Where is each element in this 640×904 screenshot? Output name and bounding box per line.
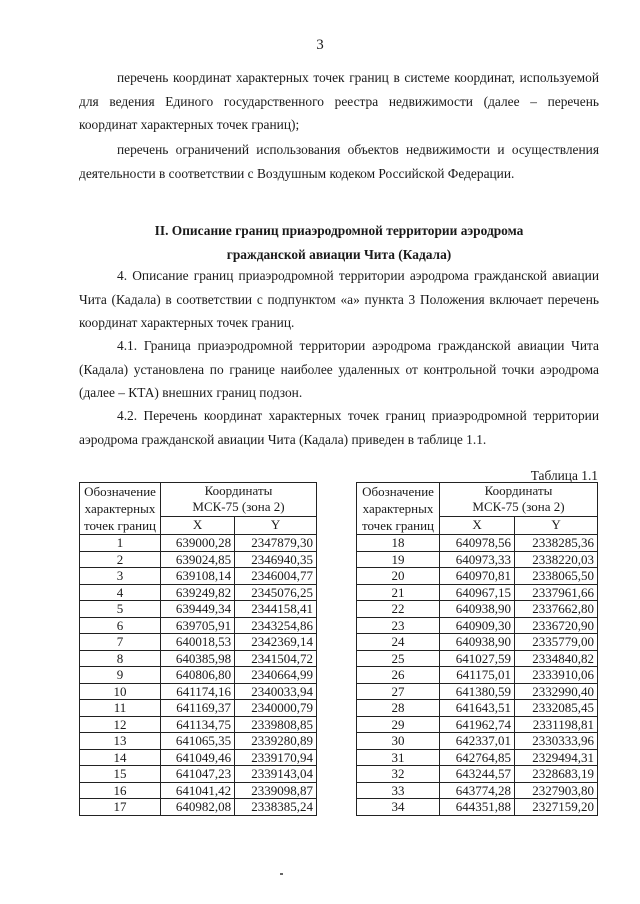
point-number-cell: 7	[80, 634, 161, 651]
y-coordinate-cell: 2346940,35	[235, 551, 317, 568]
y-header: Y	[515, 517, 598, 535]
x-coordinate-cell: 640385,98	[161, 650, 235, 667]
point-number-cell: 5	[80, 601, 161, 618]
section-heading-line-2: гражданской авиации Чита (Кадала)	[226, 247, 452, 262]
coordinates-table-left	[79, 482, 317, 816]
x-coordinate-cell: 641049,46	[161, 749, 235, 766]
table-row	[80, 634, 317, 651]
y-coordinate-cell: 2330333,96	[515, 733, 598, 750]
y-coordinate-cell: 2339280,89	[235, 733, 317, 750]
coordinates-table-right	[356, 482, 598, 816]
point-number-cell: 33	[357, 782, 440, 799]
y-coordinate-cell: 2338065,50	[515, 568, 598, 585]
point-number-cell: 32	[357, 766, 440, 783]
y-coordinate-cell: 2344158,41	[235, 601, 317, 618]
point-number-cell: 16	[80, 782, 161, 799]
table-row	[80, 535, 317, 552]
coordinates-header: Координаты МСК-75 (зона 2)	[440, 483, 598, 517]
point-number-cell: 22	[357, 601, 440, 618]
table-row	[80, 650, 317, 667]
y-coordinate-cell: 2331198,81	[515, 716, 598, 733]
point-number-cell: 11	[80, 700, 161, 717]
point-number-cell: 1	[80, 535, 161, 552]
table-row	[80, 799, 317, 816]
table-row	[357, 782, 598, 799]
x-coordinate-cell: 641175,01	[440, 667, 515, 684]
y-coordinate-cell: 2328683,19	[515, 766, 598, 783]
point-number-cell: 3	[80, 568, 161, 585]
x-coordinate-cell: 641027,59	[440, 650, 515, 667]
x-coordinate-cell: 641169,37	[161, 700, 235, 717]
table-row	[80, 716, 317, 733]
x-coordinate-cell: 641962,74	[440, 716, 515, 733]
table-row	[80, 584, 317, 601]
y-coordinate-cell: 2333910,06	[515, 667, 598, 684]
x-coordinate-cell: 644351,88	[440, 799, 515, 816]
x-coordinate-cell: 641643,51	[440, 700, 515, 717]
x-coordinate-cell: 639108,14	[161, 568, 235, 585]
table-row	[357, 716, 598, 733]
paragraph-coordinates-list: перечень координат характерных точек границ в системе координат, используемой для ведения Единого государственного реестра недвижимости (далее – перечень координат характерных точек границ);	[79, 70, 599, 133]
table-row	[80, 700, 317, 717]
point-number-cell: 15	[80, 766, 161, 783]
x-coordinate-cell: 641174,16	[161, 683, 235, 700]
point-number-cell: 12	[80, 716, 161, 733]
x-coordinate-cell: 639705,91	[161, 617, 235, 634]
designation-header: Обозначение характерных точек границ	[357, 483, 440, 535]
scan-mark	[280, 873, 283, 875]
coordinates-header: Координаты МСК-75 (зона 2)	[161, 483, 317, 517]
y-coordinate-cell: 2338285,36	[515, 535, 598, 552]
table-row	[357, 634, 598, 651]
paragraph-restrictions-list: перечень ограничений использования объектов недвижимости и осуществления деятельности в соответствии с Воздушным кодеком Российской Федерации.	[79, 142, 599, 181]
table-row	[80, 551, 317, 568]
x-coordinate-cell: 640938,90	[440, 601, 515, 618]
x-coordinate-cell: 640018,53	[161, 634, 235, 651]
designation-header: Обозначение характерных точек границ	[80, 483, 161, 535]
y-coordinate-cell: 2339170,94	[235, 749, 317, 766]
table-row	[357, 749, 598, 766]
y-coordinate-cell: 2339808,85	[235, 716, 317, 733]
section-heading	[79, 219, 599, 267]
x-coordinate-cell: 639024,85	[161, 551, 235, 568]
y-coordinate-cell: 2345076,25	[235, 584, 317, 601]
y-coordinate-cell: 2334840,82	[515, 650, 598, 667]
y-coordinate-cell: 2342369,14	[235, 634, 317, 651]
table-row	[357, 667, 598, 684]
point-number-cell: 13	[80, 733, 161, 750]
y-coordinate-cell: 2340664,99	[235, 667, 317, 684]
y-coordinate-cell: 2341504,72	[235, 650, 317, 667]
point-number-cell: 17	[80, 799, 161, 816]
point-number-cell: 9	[80, 667, 161, 684]
point-number-cell: 6	[80, 617, 161, 634]
table-row	[80, 782, 317, 799]
y-coordinate-cell: 2329494,31	[515, 749, 598, 766]
y-coordinate-cell: 2340000,79	[235, 700, 317, 717]
x-coordinate-cell: 640973,33	[440, 551, 515, 568]
x-coordinate-cell: 640970,81	[440, 568, 515, 585]
point-number-cell: 14	[80, 749, 161, 766]
x-coordinate-cell: 640938,90	[440, 634, 515, 651]
x-coordinate-cell: 641065,35	[161, 733, 235, 750]
table-row	[80, 766, 317, 783]
y-coordinate-cell: 2346004,77	[235, 568, 317, 585]
y-coordinate-cell: 2343254,86	[235, 617, 317, 634]
table-row	[357, 551, 598, 568]
paragraph-4: 4. Описание границ приаэродромной территории аэродрома гражданской авиации Чита (Кадала) в соответствии с подпунктом «а» пункта 3 Положения включает перечень координат характерных точек границ.	[79, 268, 599, 331]
x-header: X	[161, 517, 235, 535]
table-row	[357, 535, 598, 552]
x-coordinate-cell: 641047,23	[161, 766, 235, 783]
y-coordinate-cell: 2327159,20	[515, 799, 598, 816]
page-number: 3	[316, 37, 324, 53]
x-coordinate-cell: 642764,85	[440, 749, 515, 766]
point-number-cell: 4	[80, 584, 161, 601]
y-coordinate-cell: 2337961,66	[515, 584, 598, 601]
table-row	[357, 650, 598, 667]
point-number-cell: 21	[357, 584, 440, 601]
point-number-cell: 20	[357, 568, 440, 585]
x-coordinate-cell: 641134,75	[161, 716, 235, 733]
y-coordinate-cell: 2335779,00	[515, 634, 598, 651]
x-coordinate-cell: 640806,80	[161, 667, 235, 684]
table-caption: Таблица 1.1	[530, 468, 598, 483]
section-heading-line-1: II. Описание границ приаэродромной территории аэродрома	[154, 223, 524, 238]
table-row	[80, 733, 317, 750]
table-row	[357, 766, 598, 783]
table-row	[80, 667, 317, 684]
point-number-cell: 34	[357, 799, 440, 816]
x-coordinate-cell: 641380,59	[440, 683, 515, 700]
x-coordinate-cell: 639449,34	[161, 601, 235, 618]
y-coordinate-cell: 2332085,45	[515, 700, 598, 717]
point-number-cell: 8	[80, 650, 161, 667]
y-coordinate-cell: 2347879,30	[235, 535, 317, 552]
x-coordinate-cell: 639249,82	[161, 584, 235, 601]
x-coordinate-cell: 643774,28	[440, 782, 515, 799]
table-row	[357, 584, 598, 601]
x-header: X	[440, 517, 515, 535]
point-number-cell: 18	[357, 535, 440, 552]
x-coordinate-cell: 640909,30	[440, 617, 515, 634]
point-number-cell: 27	[357, 683, 440, 700]
y-coordinate-cell: 2332990,40	[515, 683, 598, 700]
x-coordinate-cell: 642337,01	[440, 733, 515, 750]
point-number-cell: 2	[80, 551, 161, 568]
x-coordinate-cell: 640967,15	[440, 584, 515, 601]
paragraph-4-2: 4.2. Перечень координат характерных точек границ приаэродромной территории аэродрома гражданской авиации Чита (Кадала) приведен в таблице 1.1.	[79, 408, 599, 447]
table-row	[357, 568, 598, 585]
point-number-cell: 10	[80, 683, 161, 700]
point-number-cell: 25	[357, 650, 440, 667]
y-coordinate-cell: 2336720,90	[515, 617, 598, 634]
x-coordinate-cell: 639000,28	[161, 535, 235, 552]
point-number-cell: 19	[357, 551, 440, 568]
point-number-cell: 26	[357, 667, 440, 684]
y-coordinate-cell: 2338385,24	[235, 799, 317, 816]
table-row	[80, 749, 317, 766]
x-coordinate-cell: 643244,57	[440, 766, 515, 783]
y-coordinate-cell: 2327903,80	[515, 782, 598, 799]
point-number-cell: 28	[357, 700, 440, 717]
x-coordinate-cell: 640982,08	[161, 799, 235, 816]
table-row	[80, 601, 317, 618]
x-coordinate-cell: 641041,42	[161, 782, 235, 799]
y-coordinate-cell: 2339143,04	[235, 766, 317, 783]
point-number-cell: 23	[357, 617, 440, 634]
x-coordinate-cell: 640978,56	[440, 535, 515, 552]
table-row	[80, 568, 317, 585]
table-row	[80, 617, 317, 634]
table-row	[80, 683, 317, 700]
table-row	[357, 617, 598, 634]
y-coordinate-cell: 2339098,87	[235, 782, 317, 799]
y-header: Y	[235, 517, 317, 535]
paragraph-4-1: 4.1. Граница приаэродромной территории аэродрома гражданской авиации Чита (Кадала) установлена по границе наиболее удаленных от контрольной точки аэродрома (далее – КТА) внешних границ подзон.	[79, 338, 599, 401]
table-row	[357, 799, 598, 816]
point-number-cell: 24	[357, 634, 440, 651]
y-coordinate-cell: 2337662,80	[515, 601, 598, 618]
point-number-cell: 29	[357, 716, 440, 733]
table-row	[357, 700, 598, 717]
table-row	[357, 733, 598, 750]
point-number-cell: 31	[357, 749, 440, 766]
y-coordinate-cell: 2338220,03	[515, 551, 598, 568]
point-number-cell: 30	[357, 733, 440, 750]
y-coordinate-cell: 2340033,94	[235, 683, 317, 700]
table-row	[357, 683, 598, 700]
table-row	[357, 601, 598, 618]
